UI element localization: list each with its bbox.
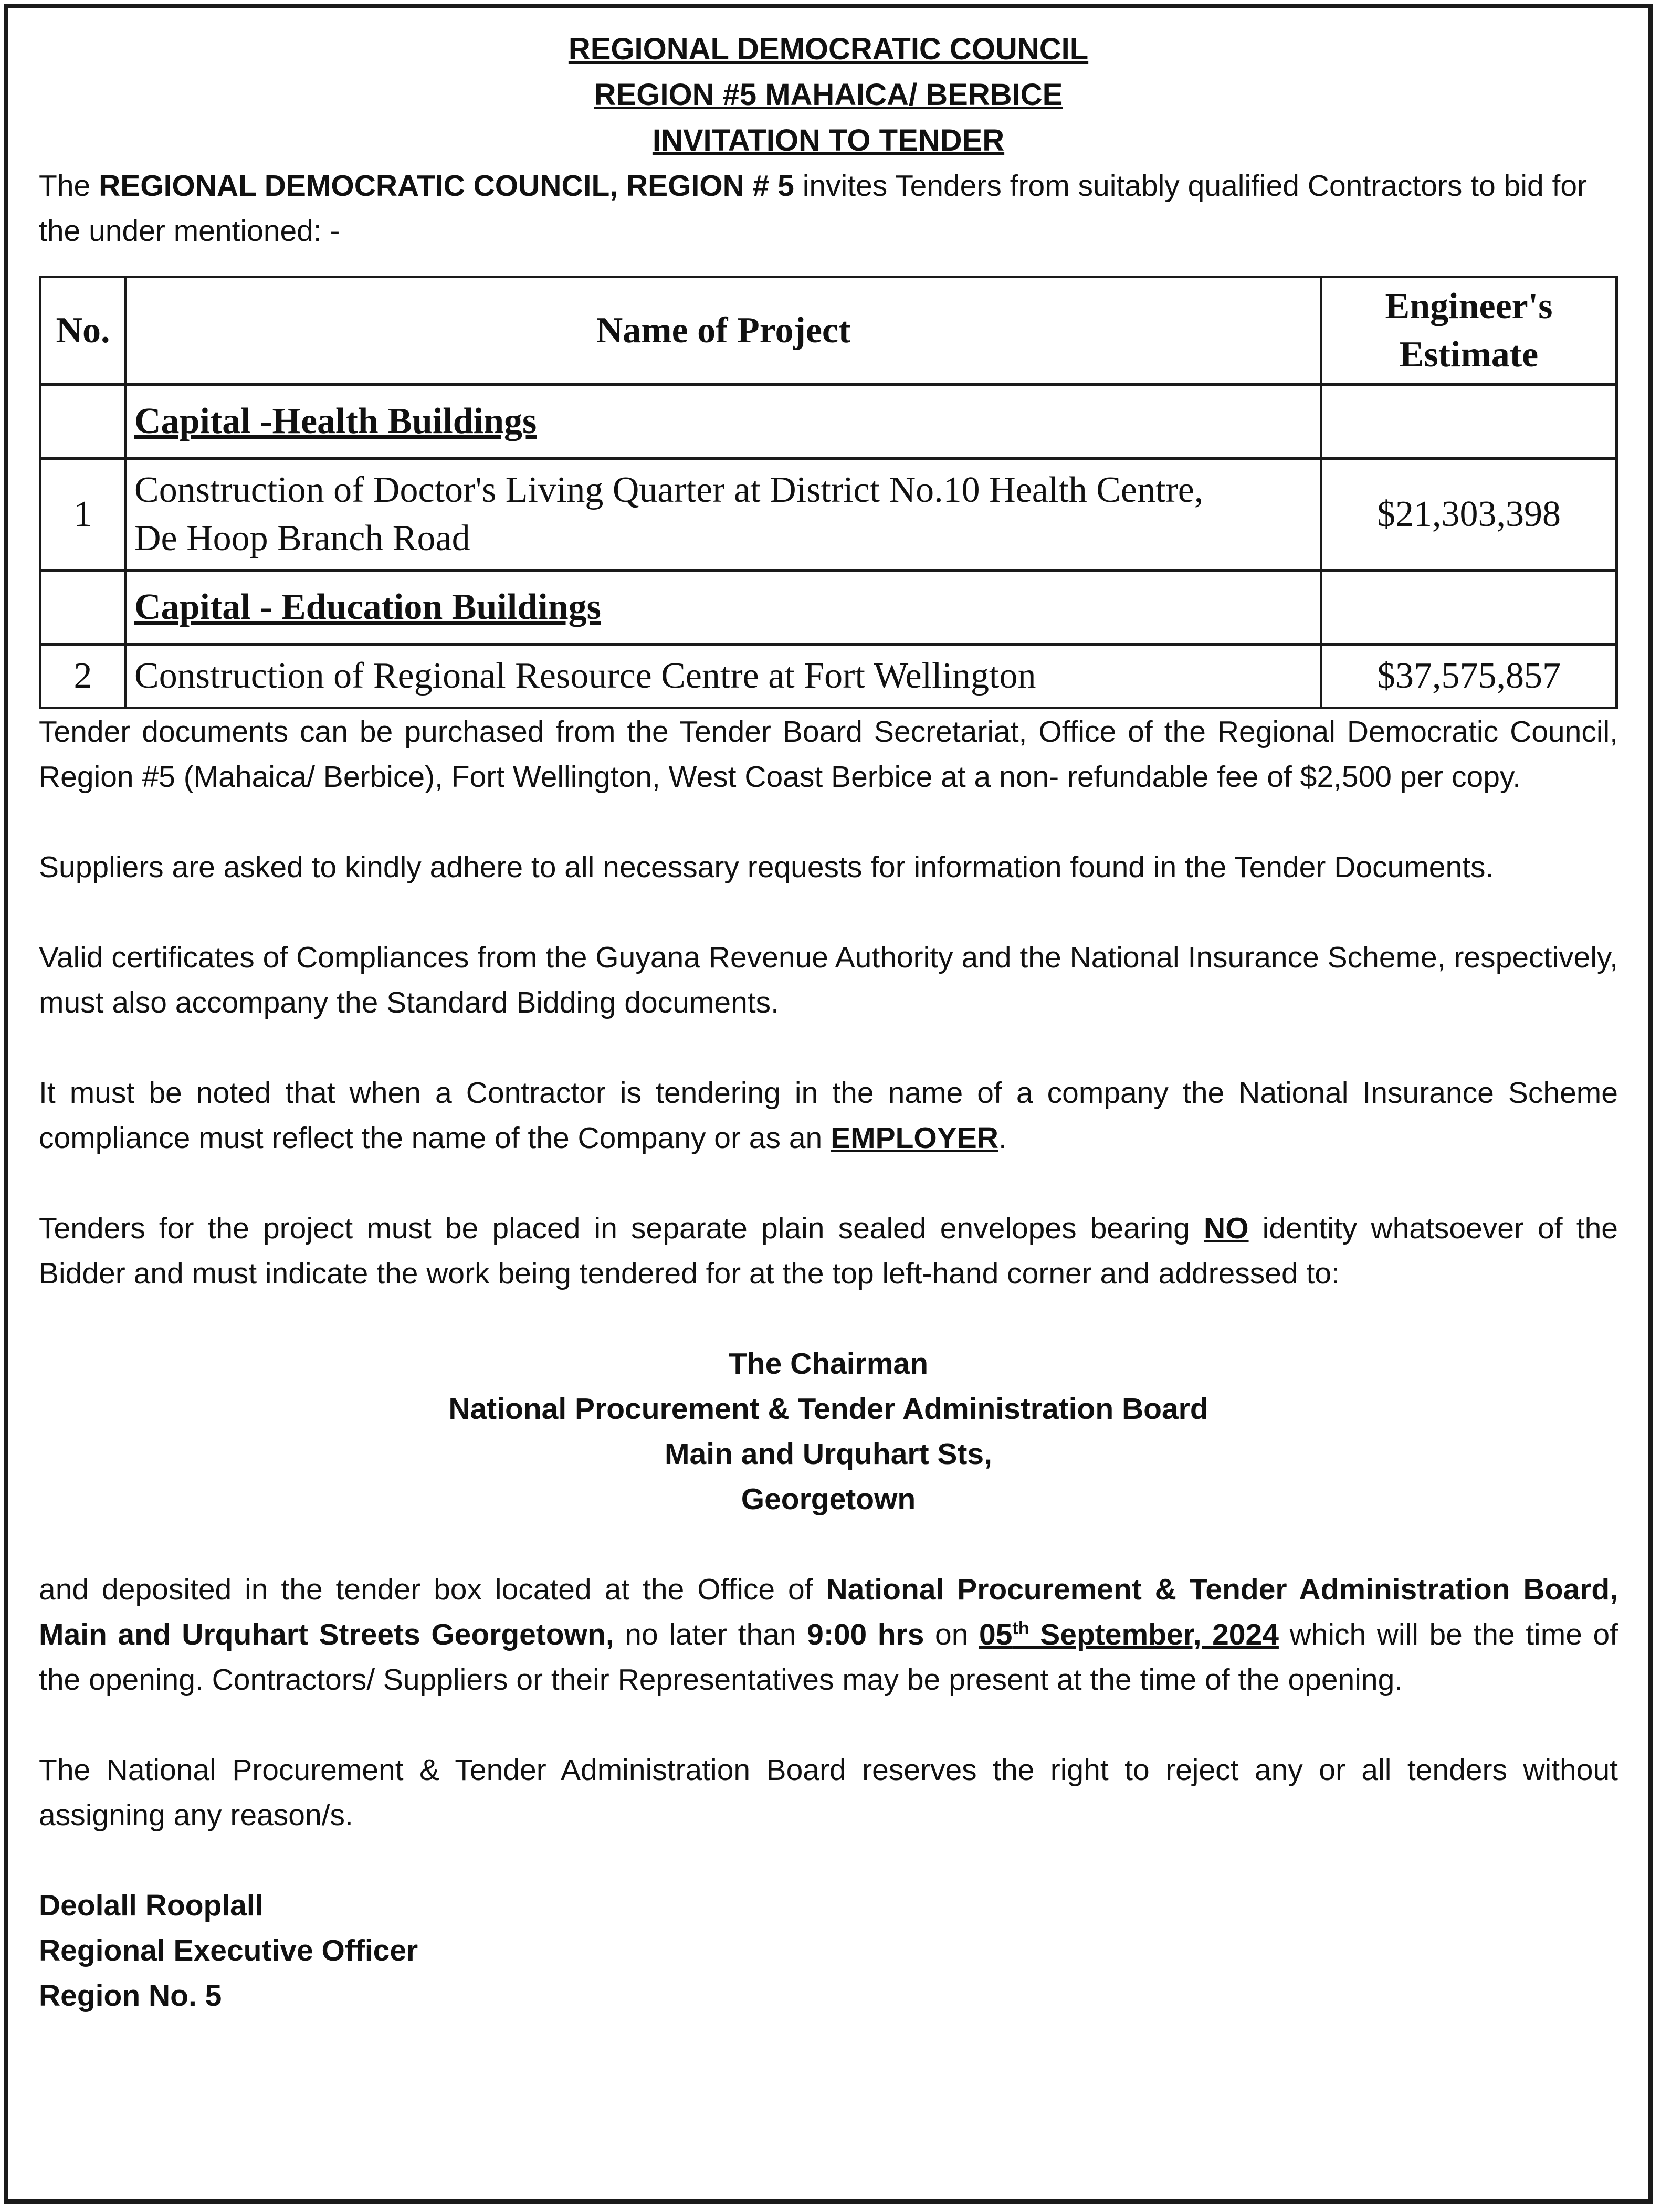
row-number: 1 xyxy=(40,459,126,571)
deposit-time: 9:00 hrs xyxy=(807,1618,924,1651)
row-estimate-cell xyxy=(1321,571,1617,645)
deposit-text1: and deposited in the tender box located at the Office of xyxy=(39,1573,826,1606)
intro-prefix: The xyxy=(39,169,99,203)
deposit-date xyxy=(979,1618,1279,1651)
table-row xyxy=(40,645,1617,708)
header-estimate-line1: Engineer's xyxy=(1385,286,1553,326)
envelopes-before: Tenders for the project must be placed in separate plain sealed envelopes bearing xyxy=(39,1212,1204,1245)
project-name: Construction of Regional Resource Centre at Fort Wellington xyxy=(126,645,1321,708)
row-no-cell xyxy=(40,385,126,459)
row-estimate-cell xyxy=(1321,385,1617,459)
employer-emphasis: EMPLOYER xyxy=(830,1121,998,1155)
intro-suffix: invites Tenders from suitably qualified Contractors to bid for the under mentioned: - xyxy=(39,169,1588,248)
signature-region: Region No. 5 xyxy=(39,1979,222,2013)
header-estimate-line2: Estimate xyxy=(1399,334,1539,375)
project-name-line2: De Hoop Branch Road xyxy=(134,518,470,559)
category-education: Capital - Education Buildings xyxy=(126,571,1321,645)
table-row xyxy=(40,571,1617,645)
engineer-estimate: $37,575,857 xyxy=(1321,645,1617,708)
address-line1: The Chairman xyxy=(728,1347,929,1381)
no-emphasis: NO xyxy=(1204,1212,1249,1245)
project-name-line1: Construction of Doctor's Living Quarter at District No.10 Health Centre, xyxy=(134,470,1204,510)
table-row xyxy=(40,385,1617,459)
projects-table xyxy=(39,276,1618,709)
address-line2: National Procurement & Tender Administration Board xyxy=(448,1392,1208,1426)
row-number: 2 xyxy=(40,645,126,708)
signature-title: Regional Executive Officer xyxy=(39,1934,418,1967)
intro-paragraph xyxy=(39,163,1618,254)
notice-content xyxy=(39,26,1618,2018)
deposit-text3: on xyxy=(924,1618,979,1651)
address-line4: Georgetown xyxy=(741,1482,916,1516)
table-header-row xyxy=(40,277,1617,385)
envelopes-paragraph xyxy=(39,1206,1618,1296)
header-estimate xyxy=(1321,277,1617,385)
heading-region: REGION #5 MAHAICA/ BERBICE xyxy=(594,78,1063,112)
documents-paragraph: Tender documents can be purchased from the Tender Board Secretariat, Office of the Regional Democratic Council, Region #5 (Mahaica/ Berbice), Fort Wellington, West Coast Berbice at a non- refundable fee of $2,500 per copy. xyxy=(39,715,1618,794)
project-name xyxy=(126,459,1321,571)
header-no: No. xyxy=(40,277,126,385)
heading-invitation: INVITATION TO TENDER xyxy=(652,123,1005,157)
deposit-text4: which will be the time of the opening. Contractors/ Suppliers or their Representatives may be present at the time of the opening. xyxy=(39,1618,1618,1697)
address-block xyxy=(39,1341,1618,1522)
deposit-date-day: 05 xyxy=(979,1618,1013,1651)
deposit-date-suffix: th xyxy=(1012,1618,1029,1638)
signature-block xyxy=(39,1883,1618,2018)
company-text: It must be noted that when a Contractor is tendering in the name of a company the National Insurance Scheme compliance must reflect the name of the Company or as an xyxy=(39,1076,1618,1155)
engineer-estimate: $21,303,398 xyxy=(1321,459,1617,571)
signature-name: Deolall Rooplall xyxy=(39,1889,264,1922)
deposit-text2: no later than xyxy=(614,1618,807,1651)
address-line3: Main and Urquhart Sts, xyxy=(665,1437,992,1471)
table-row xyxy=(40,459,1617,571)
heading-council: REGIONAL DEMOCRATIC COUNCIL xyxy=(568,32,1089,66)
row-no-cell xyxy=(40,571,126,645)
tender-notice xyxy=(4,4,1653,2204)
suppliers-paragraph: Suppliers are asked to kindly adhere to all necessary requests for information found in the Tender Documents. xyxy=(39,850,1494,884)
deposit-location: National Procurement & Tender Administration Board, Main and Urquhart Streets Georgetown, xyxy=(39,1573,1618,1651)
intro-council-name: REGIONAL DEMOCRATIC COUNCIL, REGION # 5 xyxy=(99,169,794,203)
header-name: Name of Project xyxy=(126,277,1321,385)
company-end: . xyxy=(998,1121,1007,1155)
certificates-paragraph: Valid certificates of Compliances from the Guyana Revenue Authority and the National Insurance Scheme, respectively, must also accompany the Standard Bidding documents. xyxy=(39,941,1618,1019)
category-health: Capital -Health Buildings xyxy=(126,385,1321,459)
reserve-paragraph: The National Procurement & Tender Administration Board reserves the right to reject any or all tenders without assigning any reason/s. xyxy=(39,1753,1618,1832)
deposit-paragraph xyxy=(39,1567,1618,1702)
envelopes-after: identity whatsoever of the Bidder and must indicate the work being tendered for at the top left-hand corner and addressed to: xyxy=(39,1212,1618,1290)
company-paragraph xyxy=(39,1070,1618,1161)
deposit-date-rest: September, 2024 xyxy=(1029,1618,1279,1651)
